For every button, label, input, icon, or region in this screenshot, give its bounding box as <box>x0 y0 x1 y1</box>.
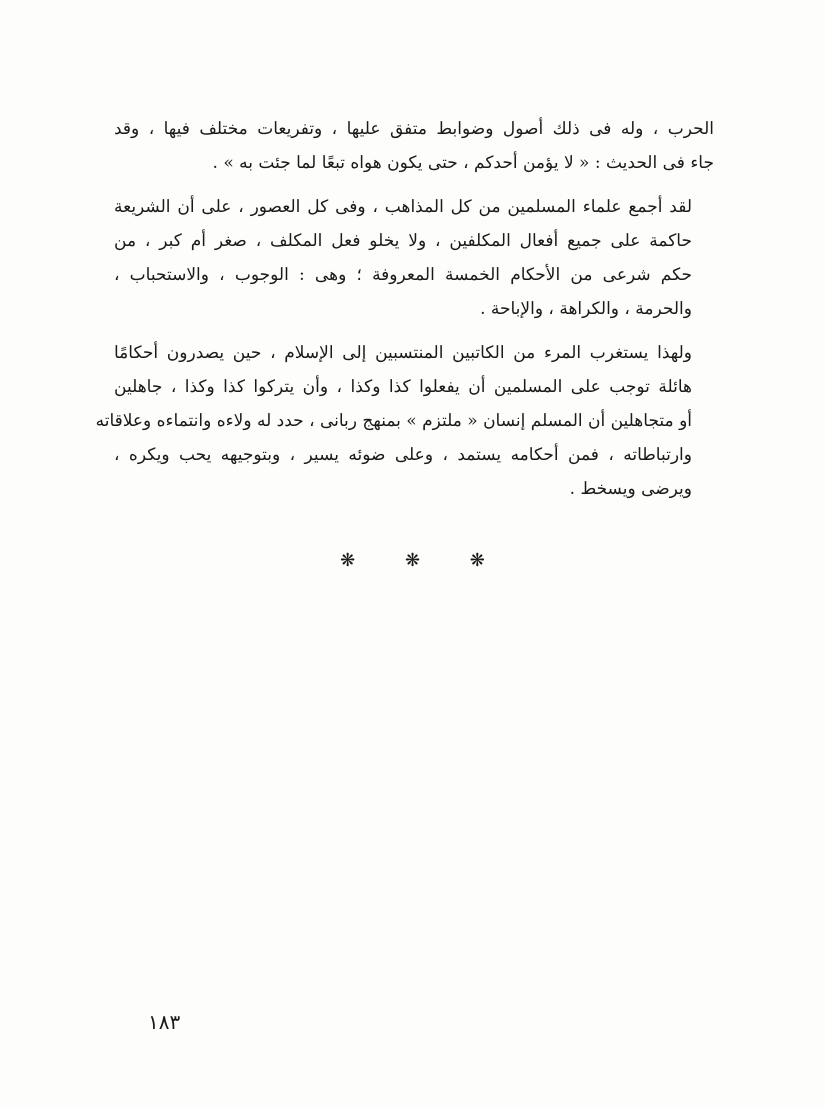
text-line: هائلة توجب على المسلمين أن يفعلوا كذا وكذا ، وأن يتركوا كذا وكذا ، جاهلين <box>114 377 692 397</box>
asterism-icon: ❋ <box>469 550 485 571</box>
text-line: الحرب ، وله فى ذلك أصول وضوابط متفق عليها ، وتفريعات مختلف فيها ، وقد <box>114 119 714 139</box>
paragraph-3 <box>95 336 714 506</box>
text-line: حاكمة على جميع أفعال المكلفين ، ولا يخلو فعل المكلف ، صغر أم كبر ، من <box>114 231 692 251</box>
paragraph-2 <box>114 190 714 326</box>
page-number: ١٨٣ <box>148 1010 181 1034</box>
text-line: جاء فى الحديث : « لا يؤمن أحدكم ، حتى يكون هواه تبعًا لما جئت به » . <box>212 153 714 173</box>
body-text <box>95 112 714 516</box>
text-line: والحرمة ، والكراهة ، والإباحة . <box>480 299 692 319</box>
text-line: ويرضى ويسخط . <box>569 479 692 499</box>
asterism-icon: ❋ <box>340 550 356 571</box>
text-line: وارتباطاته ، فمن أحكامه يستمد ، وعلى ضوئه يسير ، وبتوجيهه يحب ويكره ، <box>114 445 692 465</box>
section-separator <box>0 550 825 571</box>
text-line: ولهذا يستغرب المرء من الكاتبين المنتسبين إلى الإسلام ، حين يصدرون أحكامًا <box>114 343 692 363</box>
text-line: حكم شرعى من الأحكام الخمسة المعروفة ؛ وهى : الوجوب ، والاستحباب ، <box>114 265 692 285</box>
paragraph-1 <box>114 112 714 180</box>
text-line: أو متجاهلين أن المسلم إنسان « ملتزم » بمنهج ربانى ، حدد له ولاءه وانتماءه وعلاقاته <box>95 411 692 431</box>
text-line: لقد أجمع علماء المسلمين من كل المذاهب ، وفى كل العصور ، على أن الشريعة <box>114 197 692 217</box>
asterism-icon: ❋ <box>404 550 421 571</box>
